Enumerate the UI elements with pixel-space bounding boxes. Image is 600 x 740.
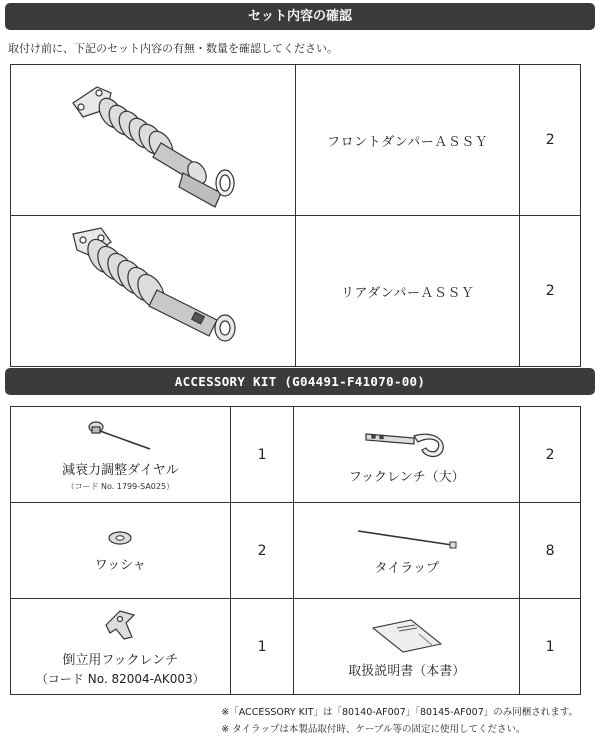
item-name: フックレンチ（大） [348, 470, 465, 485]
kit-item-cell [294, 503, 520, 599]
item-name: ワッシャ [94, 558, 146, 573]
section-title: セット内容の確認 [247, 9, 352, 24]
footnote: ※「ACCESSORY KIT」は「80140-AF007」「80145-AF007」のみ同梱されます。 [221, 707, 578, 718]
kit-item-cell [11, 407, 231, 503]
item-qty: 2 [230, 503, 294, 599]
item-name: 取扱説明書（本書） [348, 664, 466, 679]
table-row [11, 599, 581, 695]
item-qty: 1 [230, 407, 294, 503]
set-contents-table [10, 64, 581, 367]
section-header-accessory-kit [5, 368, 595, 395]
kit-item-cell [294, 599, 520, 695]
image-cell [11, 216, 296, 367]
item-qty: 1 [520, 599, 581, 695]
cable-tie-icon [352, 525, 462, 551]
table-row [11, 65, 581, 216]
kit-item-cell [11, 599, 231, 695]
intro-text: 取付け前に、下記のセット内容の有無・数量を確認してください。 [8, 42, 338, 55]
damping-adjuster-dial-icon [80, 417, 160, 453]
item-qty: 8 [520, 503, 581, 599]
instruction-manual-icon [367, 614, 447, 654]
accessory-kit-table [10, 406, 581, 695]
item-qty: 2 [520, 407, 581, 503]
kit-item-cell [11, 503, 231, 599]
front-damper-assembly-icon [11, 65, 295, 211]
item-code: （コード No. 1799-SA025） [66, 482, 175, 491]
washer-icon [105, 528, 135, 548]
table-row [11, 503, 581, 599]
kit-item-cell [294, 407, 520, 503]
item-name: タイラップ [374, 561, 440, 576]
item-name: 倒立用フックレンチ [62, 652, 179, 668]
section-header-set-contents [5, 3, 595, 30]
item-qty: 1 [230, 599, 294, 695]
footnotes [221, 704, 578, 738]
item-name: リアダンパーＡＳＳＹ [296, 216, 520, 367]
item-qty: 2 [520, 216, 581, 367]
section-title: ACCESSORY KIT (G04491-F41070-00) [174, 374, 426, 389]
image-cell [11, 65, 296, 216]
inverted-hook-wrench-icon [100, 607, 140, 643]
item-name: 減衰力調整ダイヤル [61, 463, 179, 478]
table-row [11, 216, 581, 367]
item-name: フロントダンパーＡＳＳＹ [296, 65, 520, 216]
footnote: ※ タイラップは本製品取付時、ケーブル等の固定に使用してください。 [221, 724, 526, 735]
item-qty: 2 [520, 65, 581, 216]
hook-wrench-icon [362, 424, 452, 460]
item-code: （コード No. 82004-AK003） [35, 671, 205, 686]
rear-damper-assembly-icon [11, 216, 295, 362]
table-row [11, 407, 581, 503]
